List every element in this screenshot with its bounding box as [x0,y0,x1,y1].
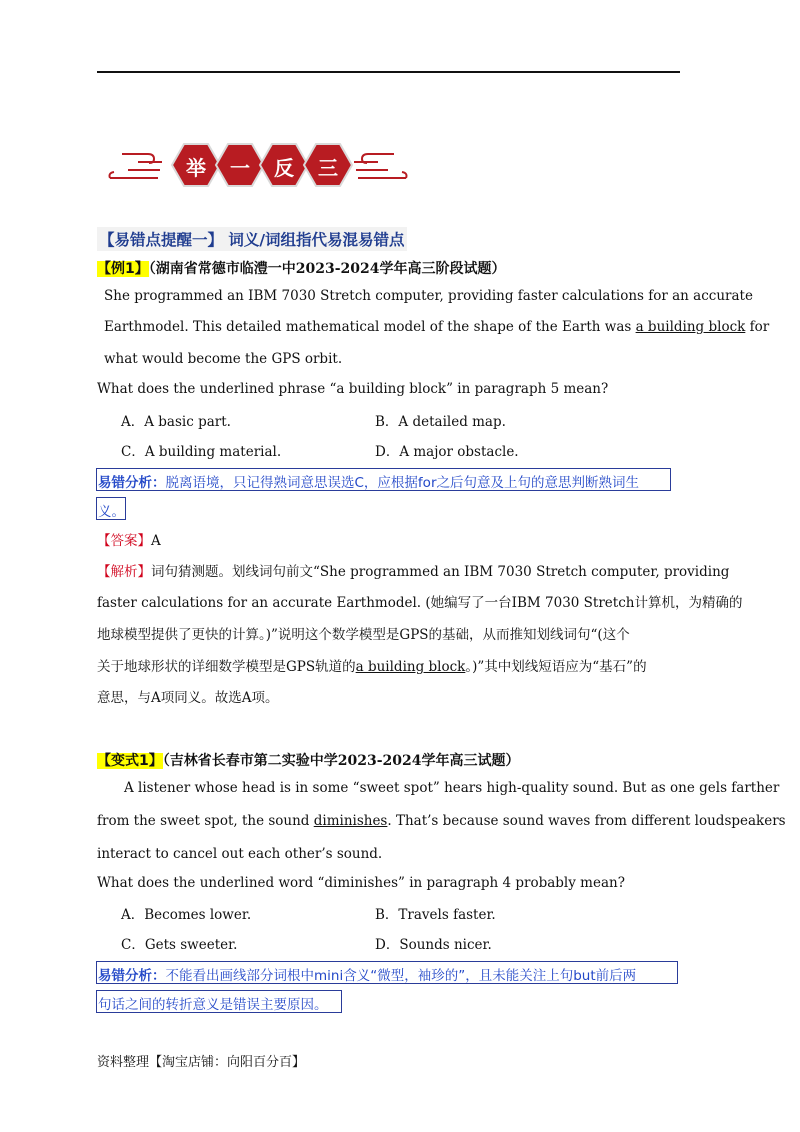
error-label: 易错分析： [98,968,166,984]
example1-option-c: C．A building material. [121,444,282,460]
analysis-text: 。)”其中划线短语应为“基石”的 [465,659,647,675]
answer-label: 【答案】 [97,533,151,549]
variant1-passage-line1: A listener whose head is in some “sweet spot” hears high-quality sound. But as one gels farther [124,780,780,796]
example1-source: （湖南省常德市临澧一中2023-2024学年高三阶段试题） [148,261,506,277]
banner-char-4: 三 [318,156,338,180]
variant1-tag: 【变式1】 [97,753,163,769]
example1-analysis-line4 [97,658,647,676]
analysis-text: 词句猜测题。划线词句前文“She programmed an IBM 7030 Stretch computer, providing [151,564,730,580]
example1-analysis-line5: 意思，与A项同义。故选A项。 [97,690,279,706]
example1-passage-line3: what would become the GPS orbit. [104,351,343,367]
banner-decoration [108,140,408,190]
example1-question: What does the underlined phrase “a building block” in paragraph 5 mean? [97,381,609,397]
banner-char-3: 反 [274,156,294,180]
passage-text: Earthmodel. This detailed mathematical model of the shape of the Earth was [104,319,636,335]
variant1-passage-line2 [97,812,786,830]
example1-answer [97,532,161,550]
example1-error-line2: 义。 [98,504,125,520]
variant1-question: What does the underlined word “diminishes” in paragraph 4 probably mean? [97,875,625,891]
example1-header [97,258,506,278]
underlined-phrase: a building block [635,319,746,335]
example1-analysis-line2: faster calculations for an accurate Earthmodel. (她编写了一台IBM 7030 Stretch计算机，为精确的 [97,595,743,611]
error-text: 脱离语境，只记得熟词意思误选C，应根据for之后句意及上句的意思判断熟词生 [165,475,639,491]
banner-char-1: 举 [186,156,206,180]
variant1-option-c: C．Gets sweeter. [121,937,238,953]
example1-option-b: B．A detailed map. [375,414,506,430]
example1-error-line1 [98,471,639,491]
example1-passage-line2 [104,318,769,336]
example1-tag: 【例1】 [97,261,149,277]
example1-analysis-line1 [97,563,729,581]
footer-note: 资料整理【淘宝店铺：向阳百分百】 [97,1055,306,1070]
variant1-header [97,750,520,770]
example1-passage-line1: She programmed an IBM 7030 Stretch computer, providing faster calculations for an accurate [104,288,753,304]
error-text: 不能看出画线部分词根中mini含义“微型，袖珍的”，且未能关注上句but前后两 [165,968,637,984]
passage-text: for [745,319,770,335]
variant1-option-d: D．Sounds nicer. [375,937,492,953]
passage-text: from the sweet spot, the sound [97,813,314,829]
analysis-label: 【解析】 [97,564,151,580]
variant1-source: （吉林省长春市第二实验中学2023-2024学年高三试题） [162,753,520,769]
example1-option-d: D．A major obstacle. [375,444,519,460]
variant1-error-line1 [98,964,636,984]
underlined-phrase: a building block [355,659,466,675]
passage-text: . That’s because sound waves from different loudspeakers [387,813,786,829]
answer-value: A [151,533,161,549]
example1-analysis-line3: 地球模型提供了更快的计算。)”说明这个数学模型是GPS的基础，从而推知划线词句“(这个 [97,627,630,643]
underlined-word: diminishes [313,813,388,829]
variant1-passage-line3: interact to cancel out each other’s sound. [97,846,383,862]
section-banner [108,140,408,190]
top-rule [97,71,680,73]
variant1-error-line2: 句话之间的转折意义是错误主要原因。 [98,997,328,1013]
analysis-text: 关于地球形状的详细数学模型是GPS轨道的 [97,659,356,675]
variant1-option-a: A．Becomes lower. [121,907,252,923]
error-label: 易错分析： [98,475,166,491]
variant1-option-b: B．Travels faster. [375,907,496,923]
example1-option-a: A．A basic part. [121,414,231,430]
banner-char-2: 一 [230,156,250,180]
section-heading: 【易错点提醒一】 词义/词组指代易混易错点 [97,227,407,251]
